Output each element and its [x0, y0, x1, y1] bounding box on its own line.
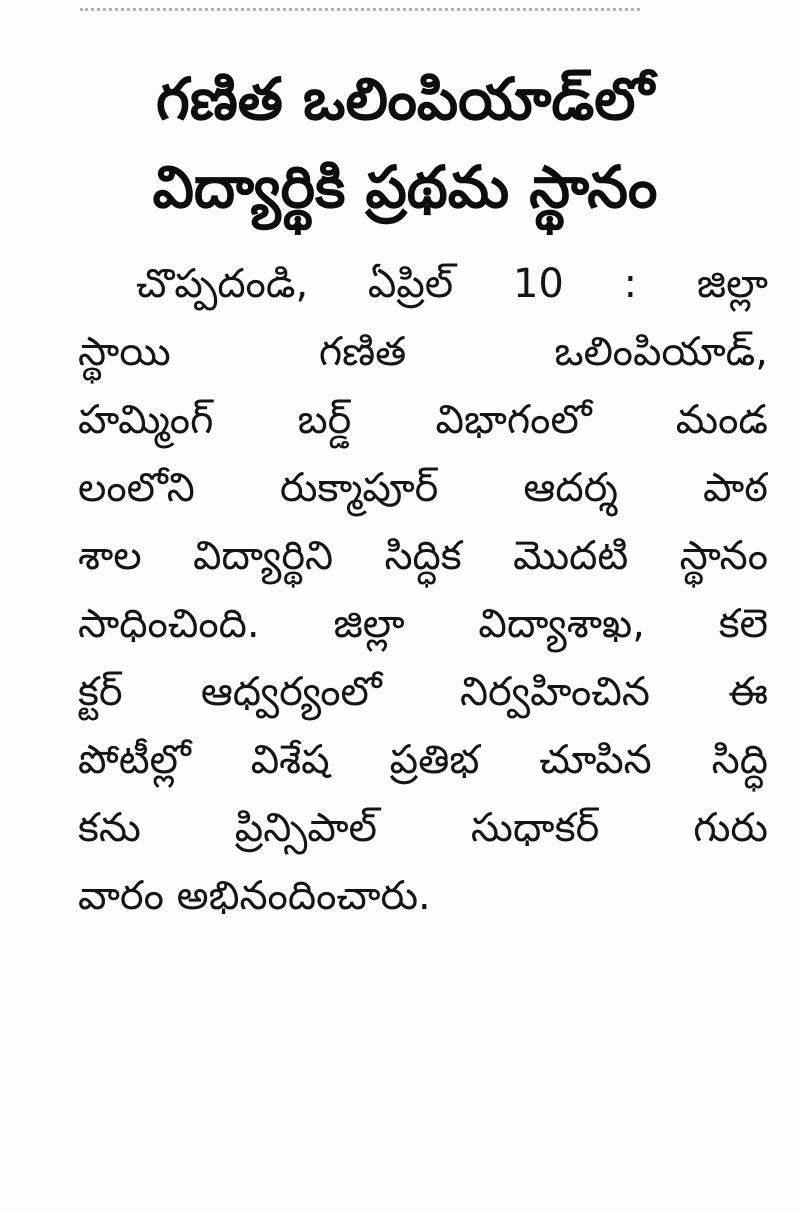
headline-line-2: విద్యార్థికి ప్రథమ స్థానం — [152, 153, 658, 221]
body-line-1: చొప్పదండి, ఏప్రిల్ 10 : జిల్లా — [136, 261, 768, 307]
body-line-9: కను ప్రిన్సిపాల్ సుధాకర్ గురు — [78, 805, 768, 851]
body-line-2: స్థాయి గణిత ఒలింపియాడ్, — [78, 329, 768, 375]
body-line-3: హమ్మింగ్ బర్డ్ విభాగంలో మండ — [78, 397, 768, 443]
article-headline — [60, 55, 750, 231]
body-line-8: పోటీల్లో విశేష ప్రతిభ చూపిన సిద్ధి — [78, 737, 768, 783]
body-line-5: శాల విద్యార్థిని సిద్ధిక మొదటి స్థానం — [78, 533, 768, 579]
body-line-7: క్టర్ ఆధ్వర్యంలో నిర్వహించిన ఈ — [78, 669, 768, 715]
article-body — [78, 250, 768, 930]
headline-line-1: గణిత ఒలింపియాడ్‌లో — [156, 65, 654, 133]
body-line-4: లంలోని రుక్మాపూర్ ఆదర్శ పాఠ — [78, 465, 768, 511]
body-line-10: వారం అభినందించారు. — [78, 873, 431, 919]
previous-article-edge — [80, 0, 640, 11]
body-line-6: సాధించింది. జిల్లా విద్యాశాఖ, కలె — [78, 601, 768, 647]
